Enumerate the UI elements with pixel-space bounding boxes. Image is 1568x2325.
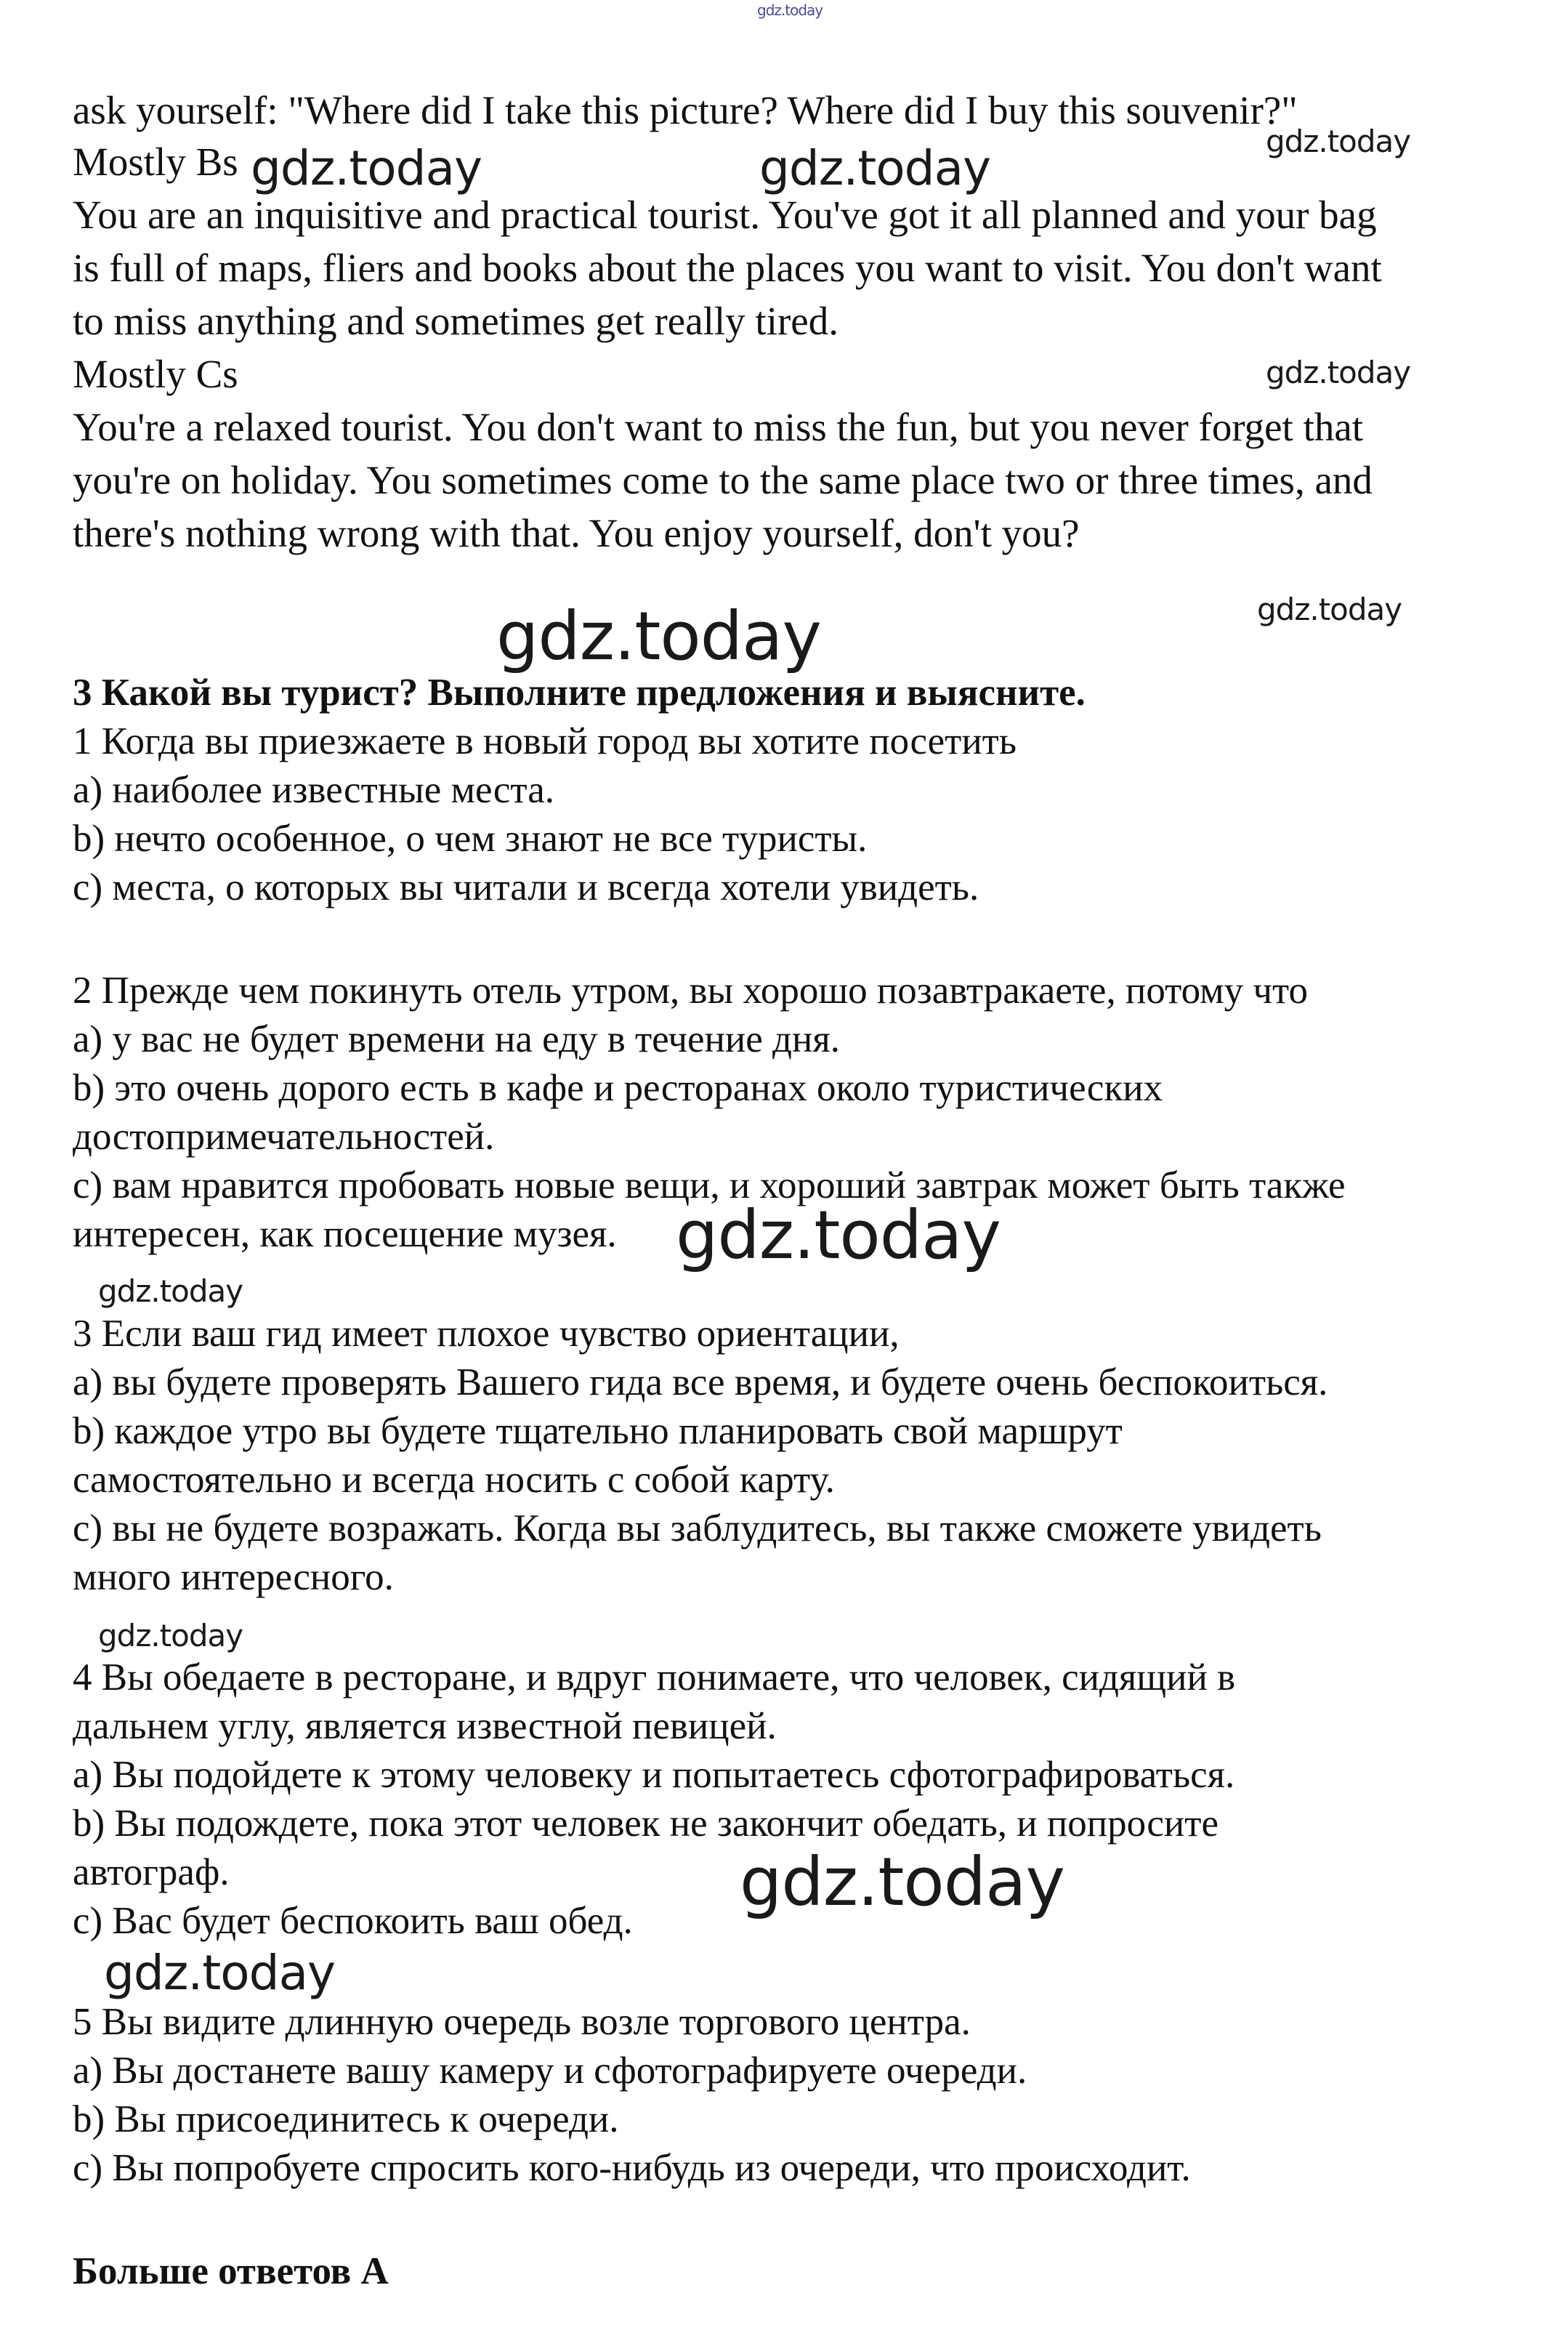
- bs-line: is full of maps, fliers and books about the places you want to visit. You don't want: [73, 246, 1382, 290]
- answer-line: c) места, о которых вы читали и всегда хотели увидеть.: [73, 866, 979, 908]
- cs-line: You're a relaxed tourist. You don't want to miss the fun, but you never forget that: [73, 405, 1364, 449]
- answer-line: самостоятельно и всегда носить с собой карту.: [73, 1459, 835, 1501]
- mostly-bs-label: Mostly Bs: [73, 140, 238, 184]
- question-line: 1 Когда вы приезжаете в новый город вы хотите посетить: [73, 720, 1017, 762]
- answer-line: c) вы не будете возражать. Когда вы заблудитесь, вы также сможете увидеть: [73, 1507, 1322, 1550]
- answer-line: a) наиболее известные места.: [73, 769, 554, 811]
- footer-heading: Больше ответов A: [73, 2250, 389, 2292]
- watermark: gdz.today: [98, 1273, 243, 1309]
- watermark: gdz.today: [1266, 355, 1411, 390]
- question-line: 2 Прежде чем покинуть отель утром, вы хорошо позавтракаете, потому что: [73, 970, 1308, 1012]
- cs-line: there's nothing wrong with that. You enjoy yourself, don't you?: [73, 511, 1080, 555]
- bs-line: to miss anything and sometimes get really tired.: [73, 299, 838, 343]
- bs-line: You are an inquisitive and practical tourist. You've got it all planned and your bag: [73, 193, 1377, 237]
- question-line: дальнем углу, является известной певицей.: [73, 1705, 777, 1747]
- watermark: gdz.today: [496, 597, 821, 675]
- answer-line: b) это очень дорого есть в кафе и ресторанах около туристических: [73, 1067, 1163, 1109]
- mostly-cs-label: Mostly Cs: [73, 352, 238, 396]
- answer-line: c) Вы попробуете спросить кого-нибудь из очереди, что происходит.: [73, 2147, 1191, 2189]
- question-line: 5 Вы видите длинную очередь возле торгового центра.: [73, 2001, 971, 2043]
- answer-line: b) Вы присоединитесь к очереди.: [73, 2098, 619, 2140]
- answer-line: a) вы будете проверять Вашего гида все время, и будете очень беспокоиться.: [73, 1361, 1328, 1403]
- watermark: gdz.today: [676, 1196, 1001, 1274]
- answer-line: a) Вы подойдете к этому человеку и попытаетесь сфотографироваться.: [73, 1754, 1235, 1796]
- intro-line: ask yourself: "Where did I take this picture? Where did I buy this souvenir?": [73, 88, 1298, 132]
- answer-line: автограф.: [73, 1851, 230, 1893]
- watermark: gdz.today: [1266, 124, 1411, 159]
- answer-line: a) Вы достанете вашу камеру и сфотографируете очереди.: [73, 2050, 1027, 2092]
- answer-line: b) Вы подождете, пока этот человек не закончит обедать, и попросите: [73, 1802, 1219, 1845]
- answer-line: достопримечательностей.: [73, 1116, 495, 1158]
- watermark: gdz.today: [1257, 592, 1402, 627]
- question-line: 3 Если ваш гид имеет плохое чувство ориентации,: [73, 1313, 900, 1355]
- question-line: 4 Вы обедаете в ресторане, и вдруг понимаете, что человек, сидящий в: [73, 1656, 1236, 1699]
- answer-line: b) нечто особенное, о чем знают не все туристы.: [73, 818, 868, 860]
- answer-line: b) каждое утро вы будете тщательно планировать свой маршрут: [73, 1410, 1123, 1452]
- answer-line: c) Вас будет беспокоить ваш обед.: [73, 1900, 633, 1942]
- watermark: gdz.today: [740, 1843, 1064, 1921]
- answer-line: много интересного.: [73, 1556, 394, 1598]
- answer-line: c) вам нравится пробовать новые вещи, и хороший завтрак может быть также: [73, 1164, 1346, 1206]
- answer-line: интересен, как посещение музея.: [73, 1213, 617, 1255]
- watermark: gdz.today: [104, 1945, 336, 2001]
- cs-line: you're on holiday. You sometimes come to the same place two or three times, and: [73, 458, 1373, 502]
- answer-line: a) у вас не будет времени на еду в течение дня.: [73, 1018, 840, 1060]
- watermark: gdz.today: [251, 140, 482, 196]
- watermark: gdz.today: [759, 140, 991, 196]
- section-heading: 3 Какой вы турист? Выполните предложения и выясните.: [73, 672, 1086, 714]
- watermark: gdz.today: [98, 1618, 243, 1653]
- watermark-top: gdz.today: [757, 1, 823, 19]
